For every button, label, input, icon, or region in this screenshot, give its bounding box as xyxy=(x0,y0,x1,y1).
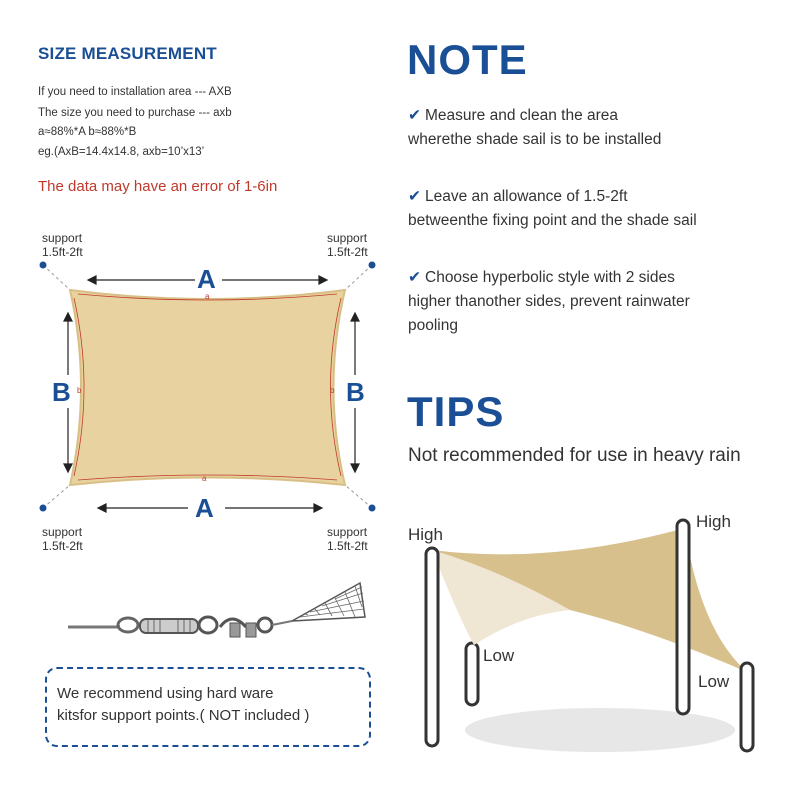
label-high-left: High xyxy=(408,525,443,544)
sail-shape xyxy=(70,290,345,485)
dimension-a-small-top: a xyxy=(205,292,210,301)
label-high-right: High xyxy=(696,512,731,531)
dimension-b-small-left: b xyxy=(77,386,82,395)
dimension-a-top: A xyxy=(197,264,216,294)
support-label-top-right: support 1.5ft-2ft xyxy=(327,231,368,259)
check-icon: ✔ xyxy=(408,188,421,205)
dimension-a-small-bottom: a xyxy=(202,474,207,483)
hardware-kit-illustration xyxy=(60,575,370,650)
size-line-2: The size you need to purchase --- axb xyxy=(38,107,232,119)
size-line-1: If you need to installation area --- AXB xyxy=(38,86,232,98)
recommend-line-1: We recommend using hard ware xyxy=(57,685,274,702)
error-note: The data may have an error of 1-6in xyxy=(38,178,278,195)
support-label-bottom-left: support 1.5ft-2ft xyxy=(42,525,83,553)
dimension-a-bottom: A xyxy=(195,493,214,523)
tips-title: TIPS xyxy=(407,388,505,435)
support-point-top-right xyxy=(369,262,376,269)
support-label-bottom-right: support 1.5ft-2ft xyxy=(327,525,368,553)
label-low-right: Low xyxy=(698,672,730,691)
dimension-b-right: B xyxy=(346,377,365,407)
recommend-line-2: kitsfor support points.( NOT included ) xyxy=(57,707,310,724)
dimension-b-left: B xyxy=(52,377,71,407)
size-line-3: a≈88%*A b≈88%*B xyxy=(38,126,137,138)
size-measurement-title: SIZE MEASUREMENT xyxy=(38,44,217,63)
support-label-top-left: support 1.5ft-2ft xyxy=(42,231,83,259)
note-title: NOTE xyxy=(407,36,528,83)
dimension-b-small-right: b xyxy=(330,386,335,395)
label-low-left: Low xyxy=(483,646,515,665)
note-item-2: ✔ Leave an allowance of 1.5-2ft betweenthe fixing point and the shade sail xyxy=(408,188,697,229)
note-item-1: ✔ Measure and clean the area wherethe shade sail is to be installed xyxy=(408,107,662,148)
support-point-bottom-left xyxy=(40,505,47,512)
note-item-3: ✔ Choose hyperbolic style with 2 sides higher thanother sides, prevent rainwater pooling xyxy=(408,269,690,334)
recommend-box xyxy=(45,667,371,747)
support-point-top-left xyxy=(40,262,47,269)
size-line-4: eg.(AxB=14.4x14.8, axb=10’x13’ xyxy=(38,146,205,158)
tips-text: Not recommended for use in heavy rain xyxy=(408,445,741,466)
hyperbolic-sail-illustration xyxy=(400,510,800,800)
check-icon: ✔ xyxy=(408,269,421,286)
support-point-bottom-right xyxy=(369,505,376,512)
check-icon: ✔ xyxy=(408,107,421,124)
